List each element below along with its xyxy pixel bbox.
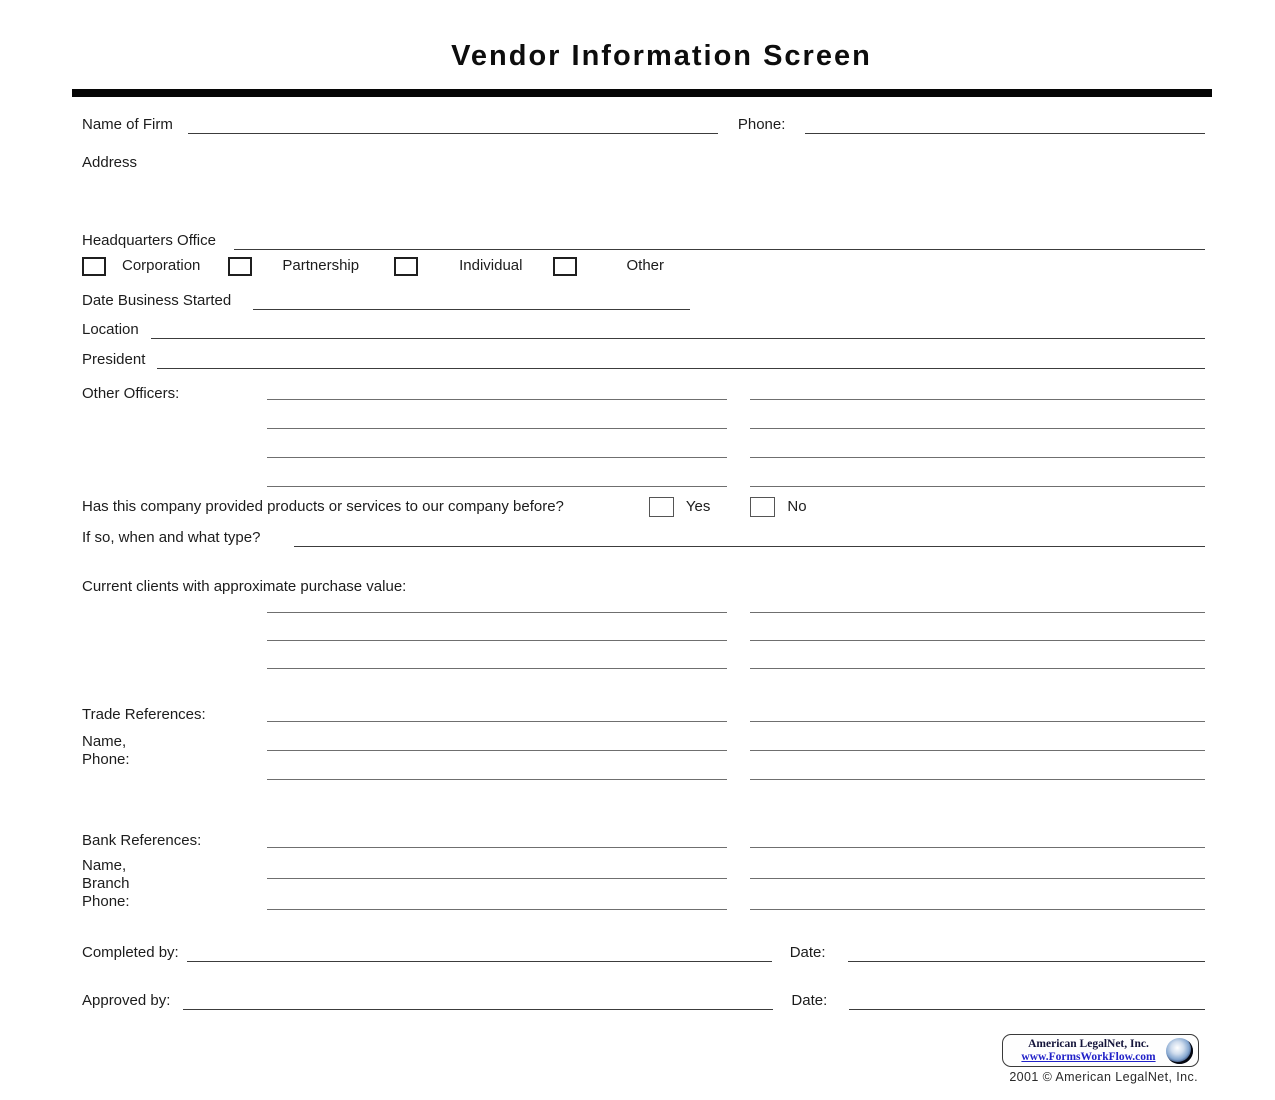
no-label: No [787, 498, 807, 515]
approved-date-input-line[interactable] [849, 991, 1205, 1010]
bank-references-grid [267, 817, 1205, 910]
legalnet-logo-text [1011, 1038, 1166, 1064]
formsworkflow-link[interactable]: www.FormsWorkFlow.com [1021, 1050, 1156, 1063]
trade-reference-line[interactable] [267, 751, 727, 780]
bank-phone-label: Phone: [82, 893, 130, 910]
other-officers-line[interactable] [267, 400, 727, 429]
address-label: Address [82, 154, 138, 171]
corporation-label: Corporation [122, 257, 201, 274]
bank-reference-line[interactable] [267, 817, 727, 848]
bank-reference-line[interactable] [750, 817, 1205, 848]
president-label: President [82, 351, 146, 368]
address-row [82, 150, 1205, 172]
trade-phone-label: Phone: [82, 751, 130, 768]
provided-before-question: Has this company provided products or services to our company before? [82, 498, 564, 515]
name-of-firm-label: Name of Firm [82, 116, 173, 133]
president-row [82, 347, 1205, 369]
other-label: Other [626, 257, 665, 274]
other-officers-line[interactable] [750, 400, 1205, 429]
if-so-input-line[interactable] [294, 528, 1205, 547]
trade-references-grid [267, 693, 1205, 780]
other-officers-label: Other Officers: [82, 385, 180, 402]
corporation-checkbox[interactable] [82, 257, 106, 276]
current-clients-line[interactable] [750, 585, 1205, 613]
current-clients-line[interactable] [750, 613, 1205, 641]
other-officers-line[interactable] [267, 429, 727, 458]
legalnet-company-name: American LegalNet, Inc. [1028, 1037, 1149, 1050]
globe-icon [1166, 1038, 1193, 1064]
other-officers-line[interactable] [750, 371, 1205, 400]
phone-label: Phone: [737, 116, 786, 133]
completed-date-input-line[interactable] [848, 943, 1205, 962]
yes-label: Yes [685, 498, 711, 515]
yes-checkbox[interactable] [649, 497, 674, 517]
bank-reference-line[interactable] [750, 848, 1205, 879]
trade-reference-line[interactable] [750, 693, 1205, 722]
headquarters-row [82, 228, 1205, 250]
current-clients-grid [267, 585, 1205, 669]
title-divider [72, 89, 1212, 97]
page-title: Vendor Information Screen [451, 40, 872, 72]
trade-references-label: Trade References: [82, 706, 206, 723]
business-type-row [82, 255, 1205, 277]
bank-name-label: Name, [82, 857, 127, 874]
if-so-label: If so, when and what type? [82, 529, 261, 546]
partnership-checkbox[interactable] [228, 257, 252, 276]
completed-date-label: Date: [789, 944, 826, 961]
individual-checkbox[interactable] [394, 257, 418, 276]
other-officers-line[interactable] [750, 458, 1205, 487]
approved-date-label: Date: [791, 992, 828, 1009]
completed-by-input-line[interactable] [187, 943, 772, 962]
date-started-row [82, 288, 1205, 310]
legalnet-logo-box [1002, 1034, 1199, 1067]
current-clients-label: Current clients with approximate purchase value: [82, 578, 407, 595]
current-clients-line[interactable] [750, 641, 1205, 669]
current-clients-line[interactable] [267, 613, 727, 641]
bank-references-label: Bank References: [82, 832, 202, 849]
current-clients-line[interactable] [267, 641, 727, 669]
completed-by-label: Completed by: [82, 944, 179, 961]
phone-input-line[interactable] [805, 115, 1205, 134]
headquarters-office-label: Headquarters Office [82, 232, 216, 249]
trade-reference-line[interactable] [750, 751, 1205, 780]
name-of-firm-input-line[interactable] [188, 115, 718, 134]
individual-label: Individual [459, 257, 523, 274]
approved-by-label: Approved by: [82, 992, 171, 1009]
bank-reference-line[interactable] [750, 879, 1205, 910]
trade-name-label: Name, [82, 733, 127, 750]
location-label: Location [82, 321, 139, 338]
headquarters-office-input-line[interactable] [234, 231, 1205, 250]
partnership-label: Partnership [282, 257, 360, 274]
name-firm-row [82, 112, 1205, 134]
current-clients-line[interactable] [267, 585, 727, 613]
copyright-text: 2001 © American LegalNet, Inc. [1009, 1070, 1198, 1084]
completed-by-row [82, 940, 1205, 962]
date-business-started-input-line[interactable] [253, 291, 690, 310]
approved-by-input-line[interactable] [183, 991, 773, 1010]
bank-reference-line[interactable] [267, 879, 727, 910]
other-officers-line[interactable] [267, 458, 727, 487]
approved-by-row [82, 988, 1205, 1010]
date-business-started-label: Date Business Started [82, 292, 232, 309]
trade-reference-line[interactable] [750, 722, 1205, 751]
bank-branch-label: Branch [82, 875, 130, 892]
other-officers-grid [267, 371, 1205, 487]
trade-reference-line[interactable] [267, 693, 727, 722]
president-input-line[interactable] [157, 350, 1205, 369]
trade-reference-line[interactable] [267, 722, 727, 751]
no-checkbox[interactable] [750, 497, 775, 517]
if-so-row [82, 525, 1205, 547]
other-officers-line[interactable] [750, 429, 1205, 458]
other-checkbox[interactable] [553, 257, 577, 276]
location-row [82, 317, 1205, 339]
bank-reference-line[interactable] [267, 848, 727, 879]
other-officers-line[interactable] [267, 371, 727, 400]
location-input-line[interactable] [151, 320, 1205, 339]
provided-before-row [82, 496, 1205, 518]
